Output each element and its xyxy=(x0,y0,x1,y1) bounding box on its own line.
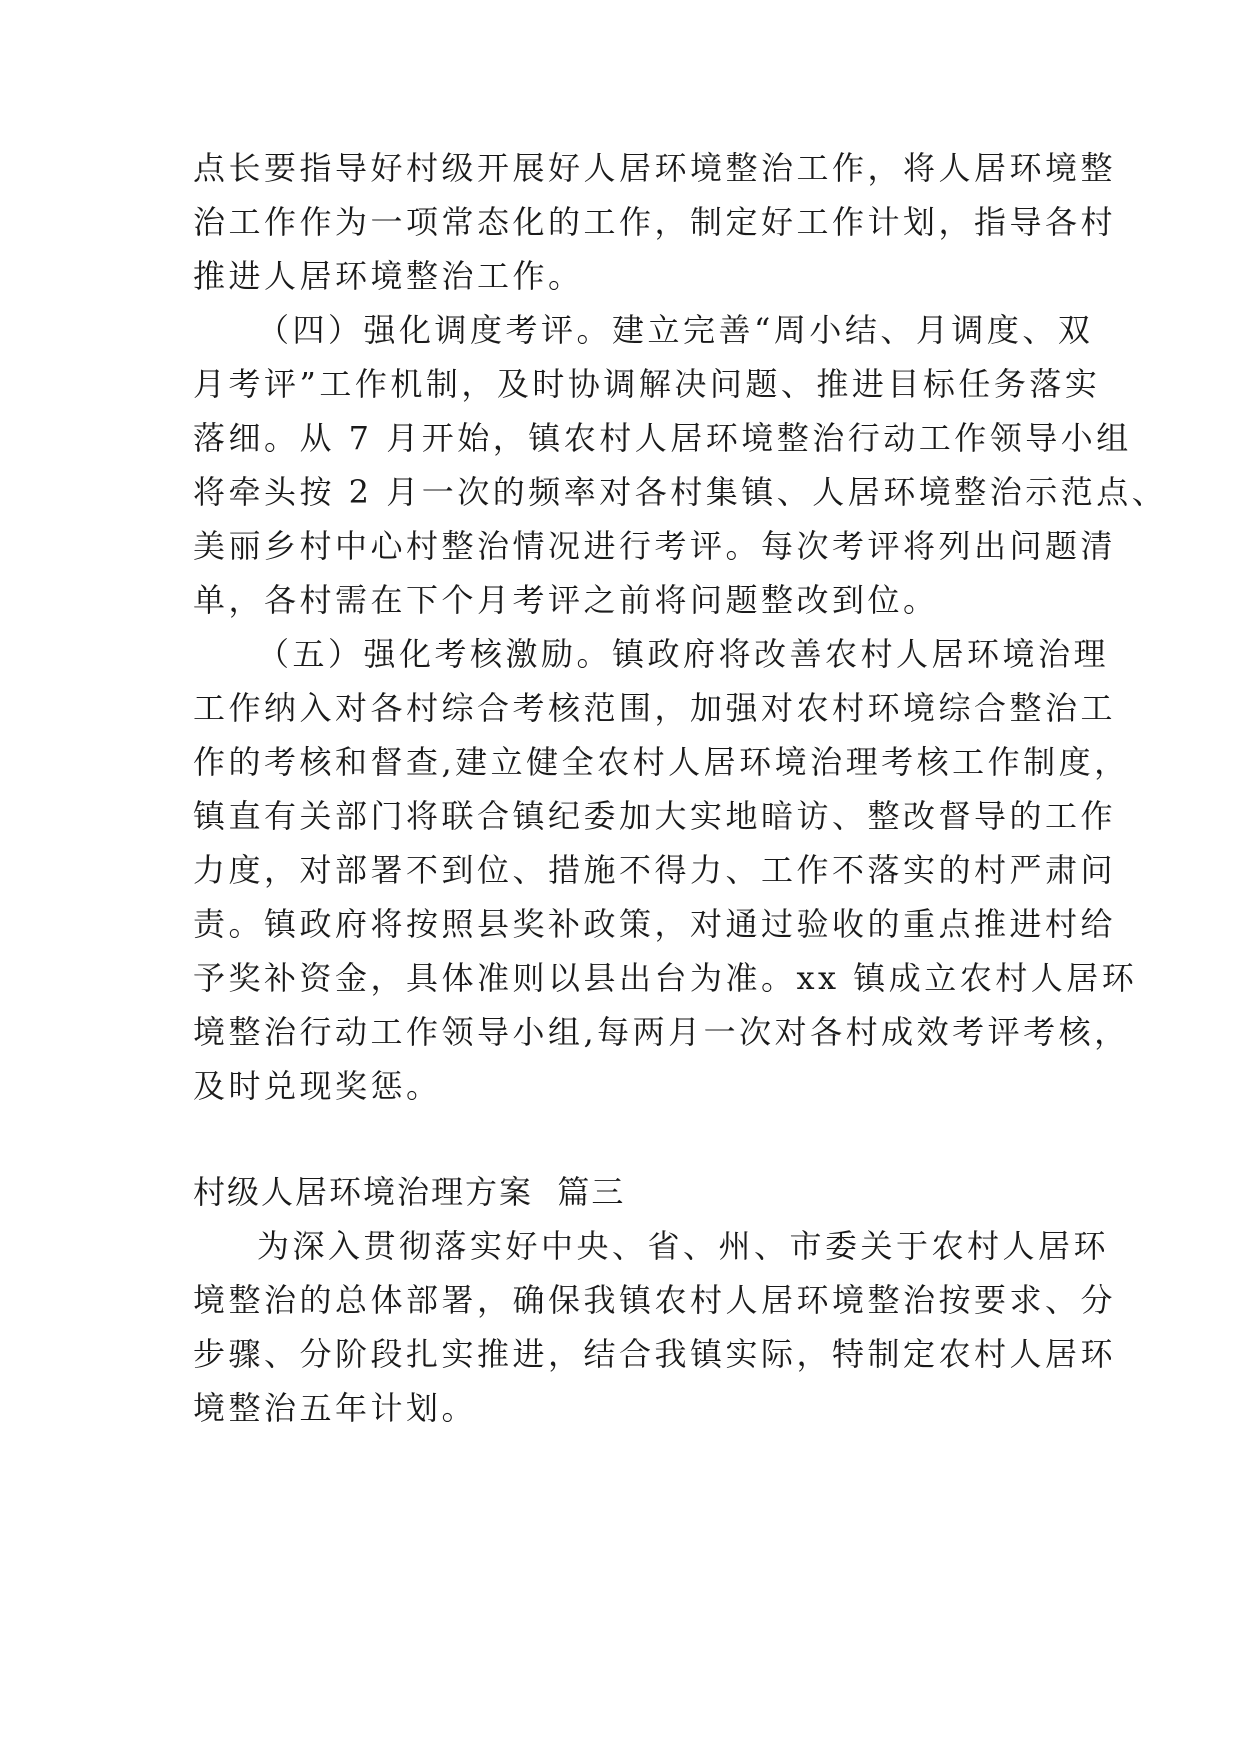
paragraph-line: （五）强化考核激励。镇政府将改善农村人居环境治理 xyxy=(257,635,1110,673)
paragraph-line: 及时兑现奖惩。 xyxy=(193,1067,442,1105)
paragraph-line: 推进人居环境整治工作。 xyxy=(193,257,584,295)
paragraph-line: 点长要指导好村级开展好人居环境整治工作，将人居环境整 xyxy=(193,149,1117,187)
paragraph-line: 工作纳入对各村综合考核范围，加强对农村环境综合整治工 xyxy=(193,689,1117,727)
paragraph-line: 为深入贯彻落实好中央、省、州、市委关于农村人居环 xyxy=(257,1227,1110,1265)
paragraph-line: 落细。从 7 月开始，镇农村人居环境整治行动工作领导小组 xyxy=(193,419,1132,457)
paragraph-line: 境整治行动工作领导小组,每两月一次对各村成效考评考核， xyxy=(193,1013,1130,1051)
paragraph-line: 作的考核和督查,建立健全农村人居环境治理考核工作制度， xyxy=(193,743,1130,781)
paragraph-line: 美丽乡村中心村整治情况进行考评。每次考评将列出问题清 xyxy=(193,527,1117,565)
paragraph-line: 力度，对部署不到位、措施不得力、工作不落实的村严肃问 xyxy=(193,851,1117,889)
paragraph-line: （四）强化调度考评。建立完善“周小结、月调度、双 xyxy=(257,311,1094,349)
paragraph-line: 月考评”工作机制，及时协调解决问题、推进目标任务落实 xyxy=(193,365,1101,403)
paragraph-line: 镇直有关部门将联合镇纪委加大实地暗访、整改督导的工作 xyxy=(193,797,1117,835)
paragraph-line: 境整治五年计划。 xyxy=(193,1389,478,1427)
paragraph-line: 步骤、分阶段扎实推进，结合我镇实际，特制定农村人居环 xyxy=(193,1335,1117,1373)
paragraph-line: 治工作作为一项常态化的工作，制定好工作计划，指导各村 xyxy=(193,203,1117,241)
paragraph-line: 予奖补资金，具体准则以县出台为准。xx 镇成立农村人居环 xyxy=(193,959,1138,997)
paragraph-line: 境整治的总体部署，确保我镇农村人居环境整治按要求、分 xyxy=(193,1281,1117,1319)
paragraph-line: 单，各村需在下个月考评之前将问题整改到位。 xyxy=(193,581,939,619)
paragraph-line: 责。镇政府将按照县奖补政策，对通过验收的重点推进村给 xyxy=(193,905,1117,943)
section-heading: 村级人居环境治理方案 篇三 xyxy=(193,1173,626,1211)
paragraph-line: 将牵头按 2 月一次的频率对各村集镇、人居环境整治示范点、 xyxy=(193,473,1168,511)
